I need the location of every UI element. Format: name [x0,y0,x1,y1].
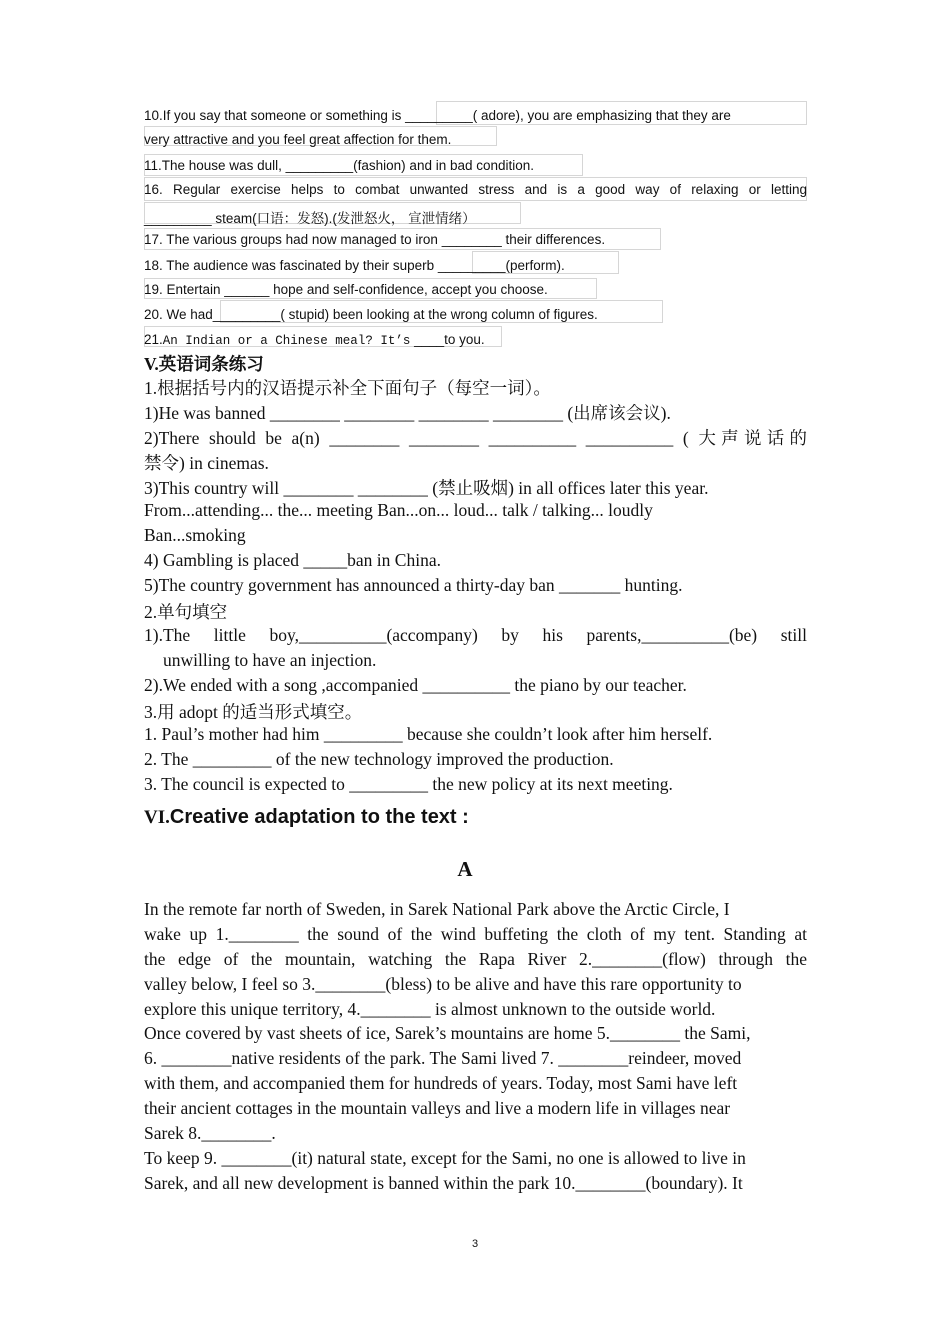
item-16-line2: _________ steam(口语：发怒).(发泄怒火， 宣泄情绪） [144,211,476,226]
q3-1: 1. Paul’s mother had him _________ because she couldn’t look after him herself. [144,724,713,744]
answers-line2: Ban...smoking [144,525,246,545]
passage-title: A [457,857,473,881]
passage-line-5: explore this unique territory, 4.________ is almost unknown to the outside world. [144,999,716,1019]
q2-title: 2.单句填空 [144,602,228,622]
passage-line-6: Once covered by vast sheets of ice, Sarek’s mountains are home 5.________ the Sami, [144,1023,751,1043]
passage-line-8: with them, and accompanied them for hundreds of years. Today, most Sami have left [144,1073,738,1093]
section-6-heading [144,806,469,829]
item-21-number: 21. [144,332,163,347]
item-20: 20. We had_________( stupid) been looking at the wrong column of figures. [144,307,598,322]
section-6-title: Creative adaptation to the text : [169,806,469,828]
answers-line1: From...attending... the... meeting Ban...on... loud... talk / talking... loudly [144,500,653,520]
page-number: 3 [471,1238,479,1250]
q1-1: 1)He was banned ________ ________ ________ ________ (出席该会议). [144,403,671,423]
passage-line-12: Sarek, and all new development is banned within the park 10.________(boundary). It [144,1173,743,1193]
item-19: 19. Entertain ______ hope and self-confidence, accept you choose. [144,282,548,297]
q1-5: 5)The country government has announced a thirty-day ban _______ hunting. [144,575,683,595]
q1-2-line1: 2)There should be a(n) ________ ________ __________ __________ ( 大声说话的 [144,428,807,448]
item-11: 11.The house was dull, _________(fashion) and in bad condition. [144,158,535,173]
q2-1-line1: 1).The little boy,__________(accompany) by his parents,__________(be) still [144,625,807,645]
q3-3: 3. The council is expected to _________ the new policy at its next meeting. [144,774,673,794]
passage-line-3: the edge of the mountain, watching the Rapa River 2.________(flow) through the [144,949,807,969]
passage-line-4: valley below, I feel so 3.________(bless) to be alive and have this rare opportunity to [144,974,742,994]
section-6-prefix: VI. [144,807,170,828]
item-21-blank: ____to you. [410,332,485,347]
q1-2-line2: 禁令) in cinemas. [144,453,269,473]
item-10-line1: 10.If you say that someone or something is _________( adore), you are emphasizing that they are [144,108,731,123]
passage-line-2: wake up 1.________ the sound of the wind buffeting the cloth of my tent. Standing at [144,924,807,944]
q1-3: 3)This country will ________ ________ (禁止吸烟) in all offices later this year. [144,478,709,498]
q1-4: 4) Gambling is placed _____ban in China. [144,550,441,570]
item-16-line1: 16. Regular exercise helps to combat unwanted stress and is a good way of relaxing or letting [144,182,807,197]
item-21-question: An Indian or a Chinese meal? It’s [162,334,411,348]
section-5-title: V.英语词条练习 [144,354,264,374]
item-17: 17. The various groups had now managed to iron ________ their differences. [144,232,606,247]
q3-2: 2. The _________ of the new technology improved the production. [144,749,614,769]
q3-title: 3.用 adopt 的适当形式填空。 [144,702,363,722]
q2-1-line2: unwilling to have an injection. [163,650,377,670]
q1-title: 1.根据括号内的汉语提示补全下面句子（每空一词）。 [144,378,551,398]
q2-2: 2).We ended with a song ,accompanied __________ the piano by our teacher. [144,675,687,695]
item-18: 18. The audience was fascinated by their superb _________(perform). [144,258,565,273]
passage-line-10: Sarek 8.________. [144,1123,276,1143]
item-21 [144,331,485,349]
passage-line-1: In the remote far north of Sweden, in Sarek National Park above the Arctic Circle, I [144,899,730,919]
passage-line-11: To keep 9. ________(it) natural state, except for the Sami, no one is allowed to live in [144,1148,746,1168]
item-10-line2: very attractive and you feel great affection for them. [144,132,452,147]
passage-line-9: their ancient cottages in the mountain valleys and live a modern life in villages near [144,1098,731,1118]
passage-line-7: 6. ________native residents of the park. The Sami lived 7. ________reindeer, moved [144,1048,742,1068]
